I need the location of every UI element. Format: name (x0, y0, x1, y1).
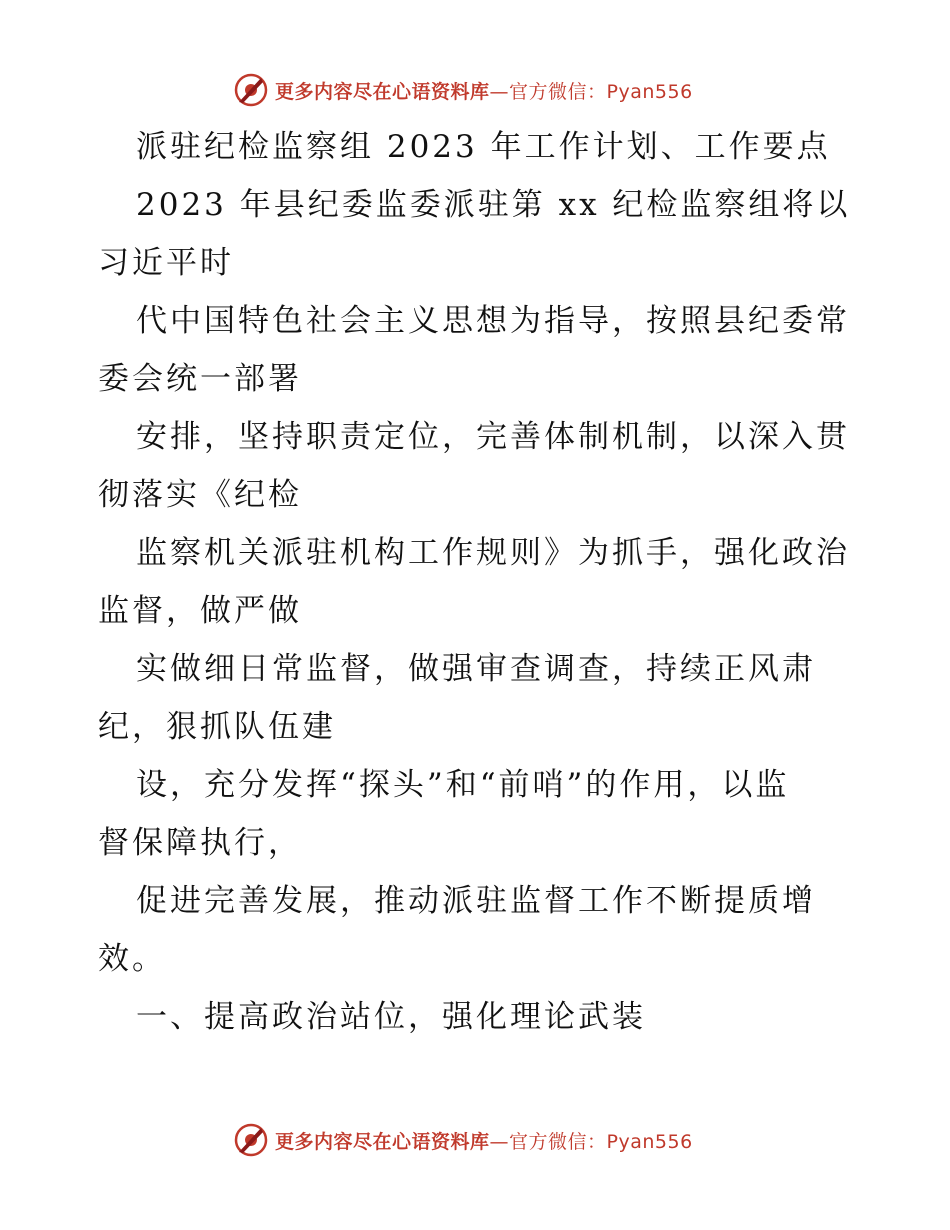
text-line: 习近平时 (98, 245, 234, 281)
watermark-label: —官方微信： (489, 1130, 607, 1153)
text-line: 设，充分发挥“探头”和“前哨”的作用，以监 (136, 767, 790, 803)
header-watermark (233, 70, 693, 110)
watermark-text (275, 77, 693, 104)
text-line: 效。 (98, 941, 166, 977)
text-line: 实做细日常监督，做强审查调查，持续正风肃 (136, 651, 816, 687)
text-line: 监察机关派驻机构工作规则》为抓手，强化政治 (136, 535, 850, 571)
text-line: 代中国特色社会主义思想为指导，按照县纪委常 (136, 303, 850, 339)
watermark-brand: 更多内容尽在心语资料库 (275, 80, 490, 103)
text-line: 促进完善发展，推动派驻监督工作不断提质增 (136, 883, 816, 919)
text-line: 一、提高政治站位，强化理论武装 (136, 999, 646, 1035)
footer-watermark (233, 1120, 693, 1160)
text-line: 彻落实《纪检 (98, 477, 302, 513)
watermark-text (275, 1127, 693, 1154)
text-line: 督保障执行， (98, 825, 302, 861)
quill-logo-icon (233, 1122, 269, 1158)
watermark-id: Pyan556 (606, 80, 693, 103)
quill-logo-icon (233, 72, 269, 108)
text-line: 纪，狠抓队伍建 (98, 709, 336, 745)
text-line: 派驻纪检监察组 2023 年工作计划、工作要点 (136, 129, 831, 165)
text-line: 安排，坚持职责定位，完善体制机制，以深入贯 (136, 419, 850, 455)
watermark-label: —官方微信： (489, 80, 607, 103)
watermark-brand: 更多内容尽在心语资料库 (275, 1130, 490, 1153)
watermark-id: Pyan556 (606, 1130, 693, 1153)
text-line: 监督，做严做 (98, 593, 302, 629)
document-body (98, 118, 858, 1046)
text-line: 2023 年县纪委监委派驻第 xx 纪检监察组将以 (136, 187, 851, 223)
text-line: 委会统一部署 (98, 361, 302, 397)
